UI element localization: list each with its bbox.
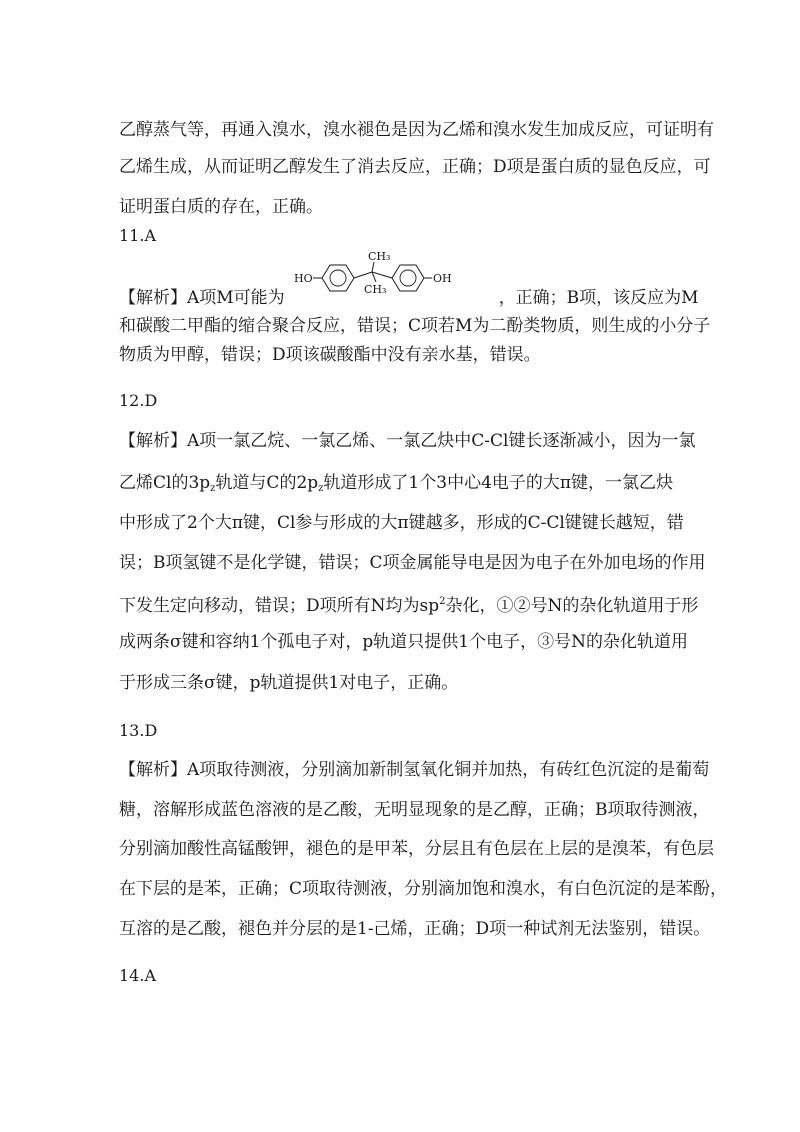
answer-11: 11.A: [119, 226, 156, 245]
q12-l2-sub2: z: [318, 483, 324, 494]
intro-line-2: 乙烯生成，从而证明乙醇发生了消去反应，正确；D项是蛋白质的显色反应，可: [119, 157, 711, 177]
q12-l5-a: 下发生定向移动，错误；D项所有N均为sp: [119, 596, 440, 616]
q13-explanation-line-2: 糖，溶解形成蓝色溶液的是乙酸，无明显现象的是乙醇，正确；B项取待测液，: [119, 800, 710, 820]
q12-explanation-line-6: 成两条σ键和容纳1个孤电子对，p轨道只提供1个电子，③号N的杂化轨道用: [119, 632, 688, 652]
structure-ch3-bottom: CH₃: [364, 283, 387, 296]
q12-l2-sub1: z: [210, 483, 216, 494]
q13-explanation-line-1: 【解析】A项取待测液，分别滴加新制氢氧化铜并加热，有砖红色沉淀的是葡萄: [119, 760, 710, 780]
q12-l2-a: 乙烯Cl的3p: [119, 473, 211, 493]
structure-ch3-top: CH₃: [368, 250, 391, 263]
q13-explanation-line-4: 在下层的是苯，正确；C项取待测液，分别滴加饱和溴水，有白色沉淀的是苯酚，: [119, 879, 728, 899]
q12-explanation-line-7: 于形成三条σ键，p轨道提供1对电子，正确。: [119, 673, 459, 693]
q11-explanation-line-3: 物质为甲醇，错误；D项该碳酸酯中没有亲水基，错误。: [119, 345, 541, 365]
q13-explanation-line-5: 互溶的是乙酸，褪色并分层的是1-己烯，正确；D项一种试剂无法鉴别，错误。: [119, 919, 711, 939]
answer-12: 12.D: [119, 391, 158, 410]
structure-ho-label: HO: [294, 272, 313, 285]
intro-line-3: 证明蛋白质的存在，正确。: [119, 197, 323, 217]
q12-explanation-line-2: [119, 473, 673, 499]
q12-explanation-line-1: 【解析】A项一氯乙烷、一氯乙烯、一氯乙炔中C-Cl键长逐渐减小，因为一氯: [119, 431, 696, 451]
q12-l2-b: 轨道与C的2p: [215, 473, 319, 493]
q12-explanation-line-5: [119, 592, 698, 616]
q12-l5-sup: 2: [439, 596, 446, 607]
q11-explanation-line-2: 和碳酸二甲酯的缩合聚合反应，错误；C项若M为二酚类物质，则生成的小分子: [119, 316, 711, 336]
answer-14: 14.A: [119, 966, 156, 985]
q11-expl-prefix: 【解析】A项M可能为: [119, 288, 285, 308]
q12-l5-b: 杂化，①②号N的杂化轨道用于形: [445, 596, 699, 616]
structure-oh-label: OH: [433, 272, 452, 285]
answer-13: 13.D: [119, 721, 158, 740]
q11-expl-suffix: ，正确；B项，该反应为M: [498, 288, 699, 308]
q12-explanation-line-3: 中形成了2个大π键，Cl参与形成的大π键越多，形成的C-Cl键键长越短，错: [119, 513, 684, 533]
q12-explanation-line-4: 误；B项氢键不是化学键，错误；C项金属能导电是因为电子在外加电场的作用: [119, 553, 706, 573]
q11-explanation-line-1: [119, 288, 699, 308]
intro-line-1: 乙醇蒸气等，再通入溴水，溴水褪色是因为乙烯和溴水发生加成反应，可证明有: [119, 120, 714, 140]
q12-l2-c: 轨道形成了1个3中心4电子的大π键，一氯乙炔: [323, 473, 674, 493]
q13-explanation-line-3: 分别滴加酸性高锰酸钾，褪色的是甲苯，分层且有色层在上层的是溴苯，有色层: [119, 839, 714, 859]
